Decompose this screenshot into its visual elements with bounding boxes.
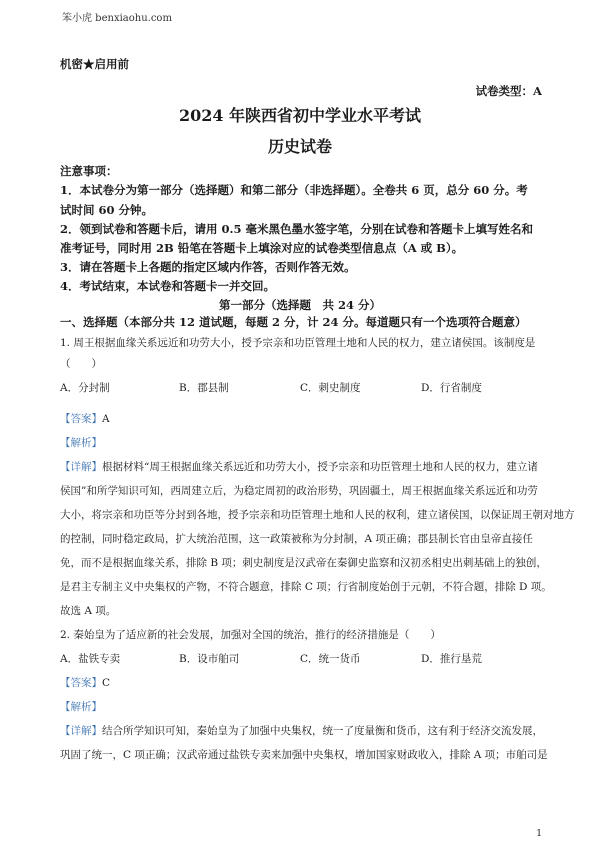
- answer-value: C: [102, 677, 111, 689]
- detail-text: 根据材料“周王根据血缘关系远近和功劳大小，授予宗亲和功臣管理土地和人民的权力，建立诸: [102, 461, 538, 473]
- answer-value: A: [102, 413, 110, 425]
- notice-line: 3．请在答题卡上各题的指定区域内作答，否则作答无效。: [60, 260, 356, 274]
- q2-option-a: A．盐铁专卖: [60, 653, 121, 665]
- q1-answer: [60, 411, 110, 426]
- answer-tag: 【答案】: [60, 677, 102, 689]
- q1-analysis-tag: 【解析】: [60, 437, 102, 449]
- q1-option-c: C．刺史制度: [300, 382, 361, 394]
- notice-line: 准考证号，同时用 2B 铅笔在答题卡上填涂对应的试卷类型信息点（A 或 B）。: [60, 241, 464, 255]
- exam-subtitle: 历史试卷: [267, 137, 332, 156]
- exam-title: 2024 年陕西省初中学业水平考试: [178, 106, 422, 125]
- q1-detail-line: 侯国”和所学知识可知，西周建立后，为稳定周初的政治形势，巩固疆土，周王根据血缘关系远近和功劳: [60, 485, 538, 497]
- notice-line: 2．领到试卷和答题卡后，请用 0.5 毫米黑色墨水签字笔，分别在试卷和答题卡上填写姓名和: [60, 222, 534, 236]
- answer-tag: 【答案】: [60, 413, 102, 425]
- question-1-stem: 1. 周王根据血缘关系远近和功劳大小，授予宗亲和功臣管理土地和人民的权力，建立诸侯国。该制度是: [60, 337, 536, 349]
- q1-detail-line: [60, 459, 538, 474]
- notice-line: 1．本试卷分为第一部分（选择题）和第二部分（非选择题）。全卷共 6 页，总分 60 分。考: [60, 183, 528, 197]
- q1-detail-line: 故选 A 项。: [60, 605, 117, 617]
- q2-answer: [60, 675, 110, 690]
- watermark: 笨小虎 benxiaohu.com: [62, 13, 172, 24]
- q1-detail-line: 大小，将宗亲和功臣等分封到各地，授予宗亲和功臣管理土地和人民的权利，建立诸侯国，以保证周王朝对地方: [60, 509, 575, 521]
- q2-detail-line: 巩固了统一，C 项正确；汉武帝通过盐铁专卖来加强中央集权，增加国家财政收入，排除 A 项；市舶司是: [60, 749, 548, 761]
- notice-line: 试时间 60 分钟。: [60, 203, 154, 217]
- q1-option-d: D．行省制度: [421, 382, 482, 394]
- q2-analysis-tag: 【解析】: [60, 701, 102, 713]
- detail-text: 结合所学知识可知，秦始皇为了加强中央集权，统一了度量衡和货币，这有利于经济交流发展，: [102, 725, 543, 737]
- paper-type: 试卷类型：A: [475, 84, 542, 98]
- q1-option-b: B．郡县制: [179, 382, 229, 394]
- part-heading: 第一部分（选择题 共 24 分）: [218, 298, 381, 312]
- page-number: 1: [536, 829, 542, 839]
- notice-line: 4．考试结束，本试卷和答题卡一并交回。: [60, 279, 275, 293]
- q1-detail-line: 是君主专制主义中央集权的产物，不符合题意，排除 C 项；行省制度始创于元朝，不符合题，排除 D 项。: [60, 581, 552, 593]
- q1-option-a: A．分封制: [60, 382, 110, 394]
- q2-option-b: B．设市舶司: [179, 653, 240, 665]
- question-2-stem: 2. 秦始皇为了适应新的社会发展，加强对全国的统治，推行的经济措施是（ ）: [60, 629, 441, 641]
- notice-heading: 注意事项：: [60, 164, 118, 178]
- q2-option-d: D．推行垦荒: [421, 653, 482, 665]
- question-1-blank: （ ）: [60, 358, 102, 370]
- q2-option-c: C．统一货币: [300, 653, 361, 665]
- detail-tag: 【详解】: [60, 725, 102, 737]
- detail-tag: 【详解】: [60, 461, 102, 473]
- q1-detail-line: 的控制，同时稳定政局，扩大统治范围，这一政策被称为分封制，A 项正确；郡县制长官由皇帝直接任: [60, 533, 533, 545]
- confidential-label: 机密★启用前: [60, 57, 129, 71]
- q2-detail-line: [60, 723, 543, 738]
- q1-detail-line: 免，而不是根据血缘关系，排除 B 项；刺史制度是汉武帝在秦御史监察和汉初丞相史出刺基础上的独创，: [60, 557, 547, 569]
- section-heading: 一、选择题（本部分共 12 道试题，每题 2 分，计 24 分。每道题只有一个选项符合题意）: [60, 315, 527, 329]
